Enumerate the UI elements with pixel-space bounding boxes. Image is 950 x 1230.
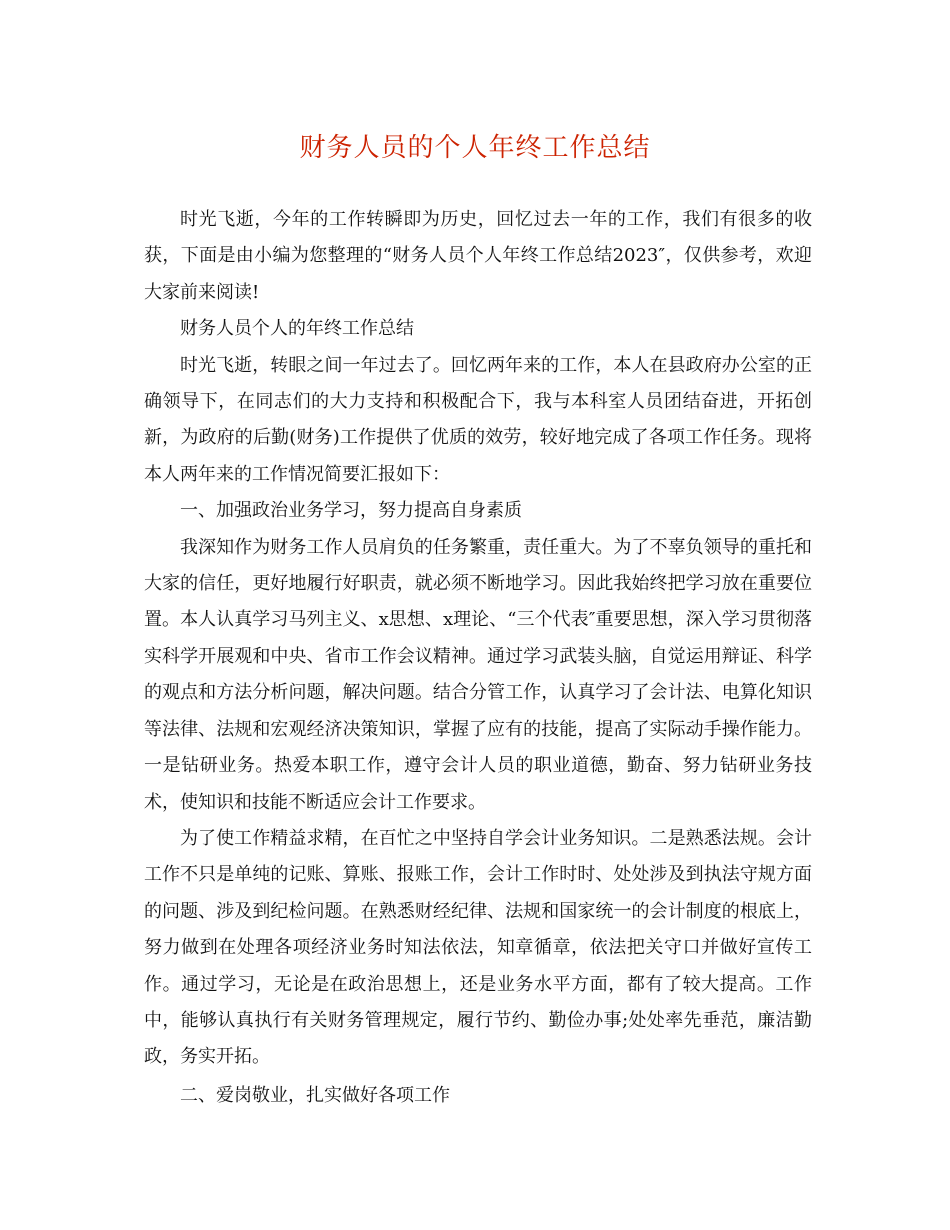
document-title: 财务人员的个人年终工作总结 (299, 133, 651, 163)
study-paragraph: 我深知作为财务工作人员肩负的任务繁重，责任重大。为了不辜负领导的重托和大家的信任，更好地履行好职责，就必须不断地学习。因此我始终把学习放在重要位置。本人认真学习马列主义、x思想、x理论、“三个代表″重要思想，深入学习贯彻落实科学开展观和中央、省市工作会议精神。通过学习武装头脑，自觉运用辩证、科学的观点和方法分析问题，解决问题。结合分管工作，认真学习了会计法、电算化知识等法律、法规和宏观经济决策知识，掌握了应有的技能，提高了实际动手操作能力。一是钻研业务。热爱本职工作，遵守会计人员的职业道德，勤奋、努力钻研业务技术，使知识和技能不断适应会计工作要求。 (144, 536, 812, 813)
document-body (144, 202, 812, 1114)
section-heading-1: 一、加强政治业务学习，努力提高自身素质 (180, 500, 522, 522)
intro-paragraph: 时光飞逝，今年的工作转瞬即为历史，回忆过去一年的工作，我们有很多的收获，下面是由小编为您整理的“财务人员个人年终工作总结2023″，仅供参考，欢迎大家前来阅读! (144, 209, 812, 303)
section-heading-main: 财务人员个人的年终工作总结 (180, 318, 414, 340)
regulations-paragraph: 为了使工作精益求精，在百忙之中坚持自学会计业务知识。二是熟悉法规。会计工作不只是单纯的记账、算账、报账工作，会计工作时时、处处涉及到执法守规方面的问题、涉及到纪检问题。在熟悉财经纪律、法规和国家统一的会计制度的根底上，努力做到在处理各项经济业务时知法依法，知章循章，依法把关守口并做好宣传工作。通过学习，无论是在政治思想上，还是业务水平方面，都有了较大提高。工作中，能够认真执行有关财务管理规定，履行节约、勤俭办事;处处率先垂范，廉洁勤政，务实开拓。 (144, 827, 812, 1068)
overview-paragraph: 时光飞逝，转眼之间一年过去了。回忆两年来的工作，本人在县政府办公室的正确领导下，在同志们的大力支持和积极配合下，我与本科室人员团结奋进，开拓创新，为政府的后勤(财务)工作提供了优质的效劳，较好地完成了各项工作任务。现将本人两年来的工作情况简要汇报如下： (144, 354, 812, 485)
section-heading-2: 二、爱岗敬业，扎实做好各项工作 (180, 1084, 450, 1106)
